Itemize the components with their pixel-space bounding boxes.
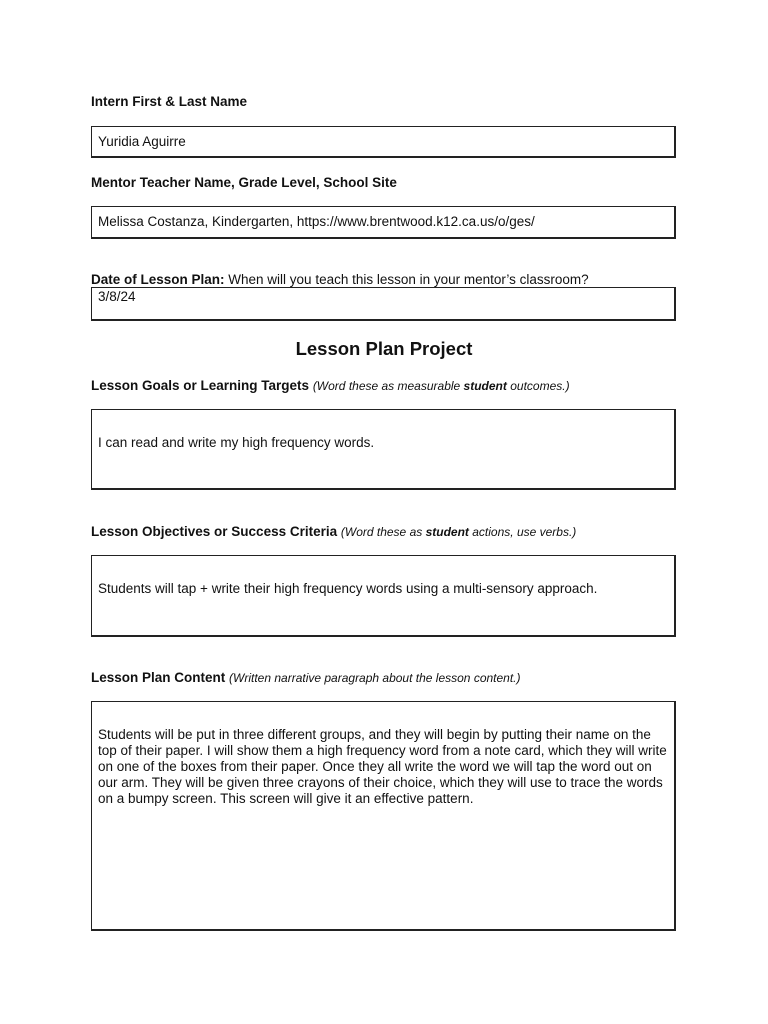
page-title: Lesson Plan Project — [295, 338, 473, 359]
content-label — [91, 670, 521, 685]
date-prompt: When will you teach this lesson in your mentor’s classroom? — [224, 272, 589, 287]
goals-field[interactable] — [91, 409, 676, 490]
content-note: (Written narrative paragraph about the lesson content.) — [229, 671, 521, 685]
objectives-label-text: Lesson Objectives or Success Criteria — [91, 524, 341, 539]
objectives-label — [91, 524, 576, 539]
date-value: 3/8/24 — [98, 289, 136, 304]
objectives-value: Students will tap + write their high frequency words using a multi-sensory approach. — [98, 581, 598, 596]
intern-name-label: Intern First & Last Name — [91, 94, 248, 109]
date-label-bold: Date of Lesson Plan: — [91, 272, 225, 287]
date-field[interactable] — [91, 287, 676, 321]
content-field[interactable] — [91, 701, 676, 931]
content-value: Students will be put in three different groups, and they will begin by putting their name on the top of their paper. I will show them a high frequency word from a note card, which they will write on one of the boxes from their paper. Once they all write the word we will tap the word out on our arm. They will be given three crayons of their choice, which they will use to trace the words on a bumpy screen. This screen will give it an effective pattern. — [98, 727, 667, 806]
objectives-note: (Word these as student actions, use verbs.) — [340, 525, 577, 539]
goals-label — [91, 378, 570, 393]
intern-name-field[interactable] — [91, 126, 676, 158]
mentor-value: Melissa Costanza, Kindergarten, https://www.brentwood.k12.ca.us/o/ges/ — [98, 214, 535, 229]
objectives-field[interactable] — [91, 555, 676, 637]
mentor-label: Mentor Teacher Name, Grade Level, School Site — [91, 175, 397, 190]
goals-value: I can read and write my high frequency words. — [98, 435, 375, 450]
intern-name-value: Yuridia Aguirre — [98, 134, 186, 149]
goals-label-text: Lesson Goals or Learning Targets — [91, 378, 313, 393]
mentor-field[interactable] — [91, 206, 676, 239]
date-label — [91, 272, 589, 287]
content-label-text: Lesson Plan Content — [91, 670, 230, 685]
goals-note: (Word these as measurable student outcomes.) — [312, 379, 570, 393]
